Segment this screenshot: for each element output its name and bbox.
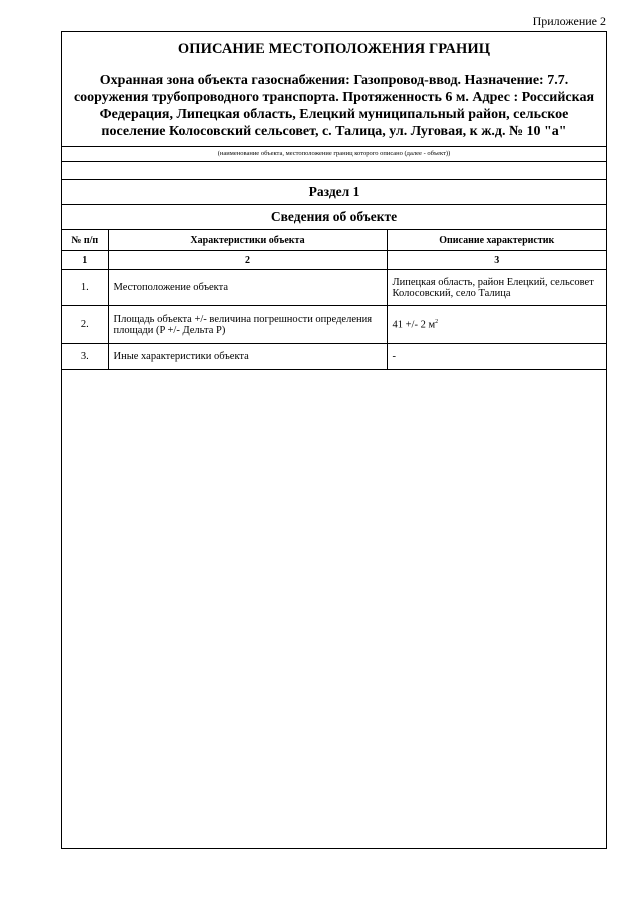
table-row xyxy=(62,344,606,370)
document-frame xyxy=(61,31,607,849)
row-characteristic: Иные характеристики объекта xyxy=(108,344,387,370)
row-description: - xyxy=(387,344,606,370)
table-header-cell: Характеристики объекта xyxy=(108,230,387,251)
column-number: 1 xyxy=(62,251,108,270)
unit-superscript: 2 xyxy=(435,318,439,325)
table-header-cell: Описание характеристик xyxy=(387,230,606,251)
table-column-number-row xyxy=(62,251,606,270)
document-title: ОПИСАНИЕ МЕСТОПОЛОЖЕНИЯ ГРАНИЦ xyxy=(177,41,491,57)
object-description: Охранная зона объекта газоснабжения: Газопровод-ввод. Назначение: 7.7. сооружения трубопроводного транспорта. Протяженность 6 м. Адрес : Российская Федерация, Липецкая область, Елецкий муниципальный район, сельское поселение Колосовский сельсовет, с. Талица, ул. Луговая, к ж.д. № 10 "а" xyxy=(73,73,595,139)
column-number: 3 xyxy=(387,251,606,270)
table-row xyxy=(62,270,606,306)
row-characteristic: Площадь объекта +/- величина погрешности определения площади (P +/- Дельта P) xyxy=(108,306,387,344)
object-info-table xyxy=(62,230,606,370)
row-number: 1. xyxy=(62,270,108,306)
table-row xyxy=(62,306,606,344)
row-characteristic: Местоположение объекта xyxy=(108,270,387,306)
row-number: 2. xyxy=(62,306,108,344)
row-description-text: 41 +/- 2 м xyxy=(392,319,436,331)
row-number: 3. xyxy=(62,344,108,370)
section-subtitle: Сведения об объекте xyxy=(270,209,398,224)
table-header-cell: № п/п xyxy=(62,230,108,251)
column-number: 2 xyxy=(108,251,387,270)
row-description xyxy=(387,306,606,344)
section-title: Раздел 1 xyxy=(308,184,360,199)
object-caption: (наименование объекта, местоположение границ которого описано (далее - объект)) xyxy=(217,150,451,157)
row-description: Липецкая область, район Елецкий, сельсовет Колосовский, село Талица xyxy=(387,270,606,306)
appendix-label: Приложение 2 xyxy=(532,14,606,28)
table-header-row xyxy=(62,230,606,251)
